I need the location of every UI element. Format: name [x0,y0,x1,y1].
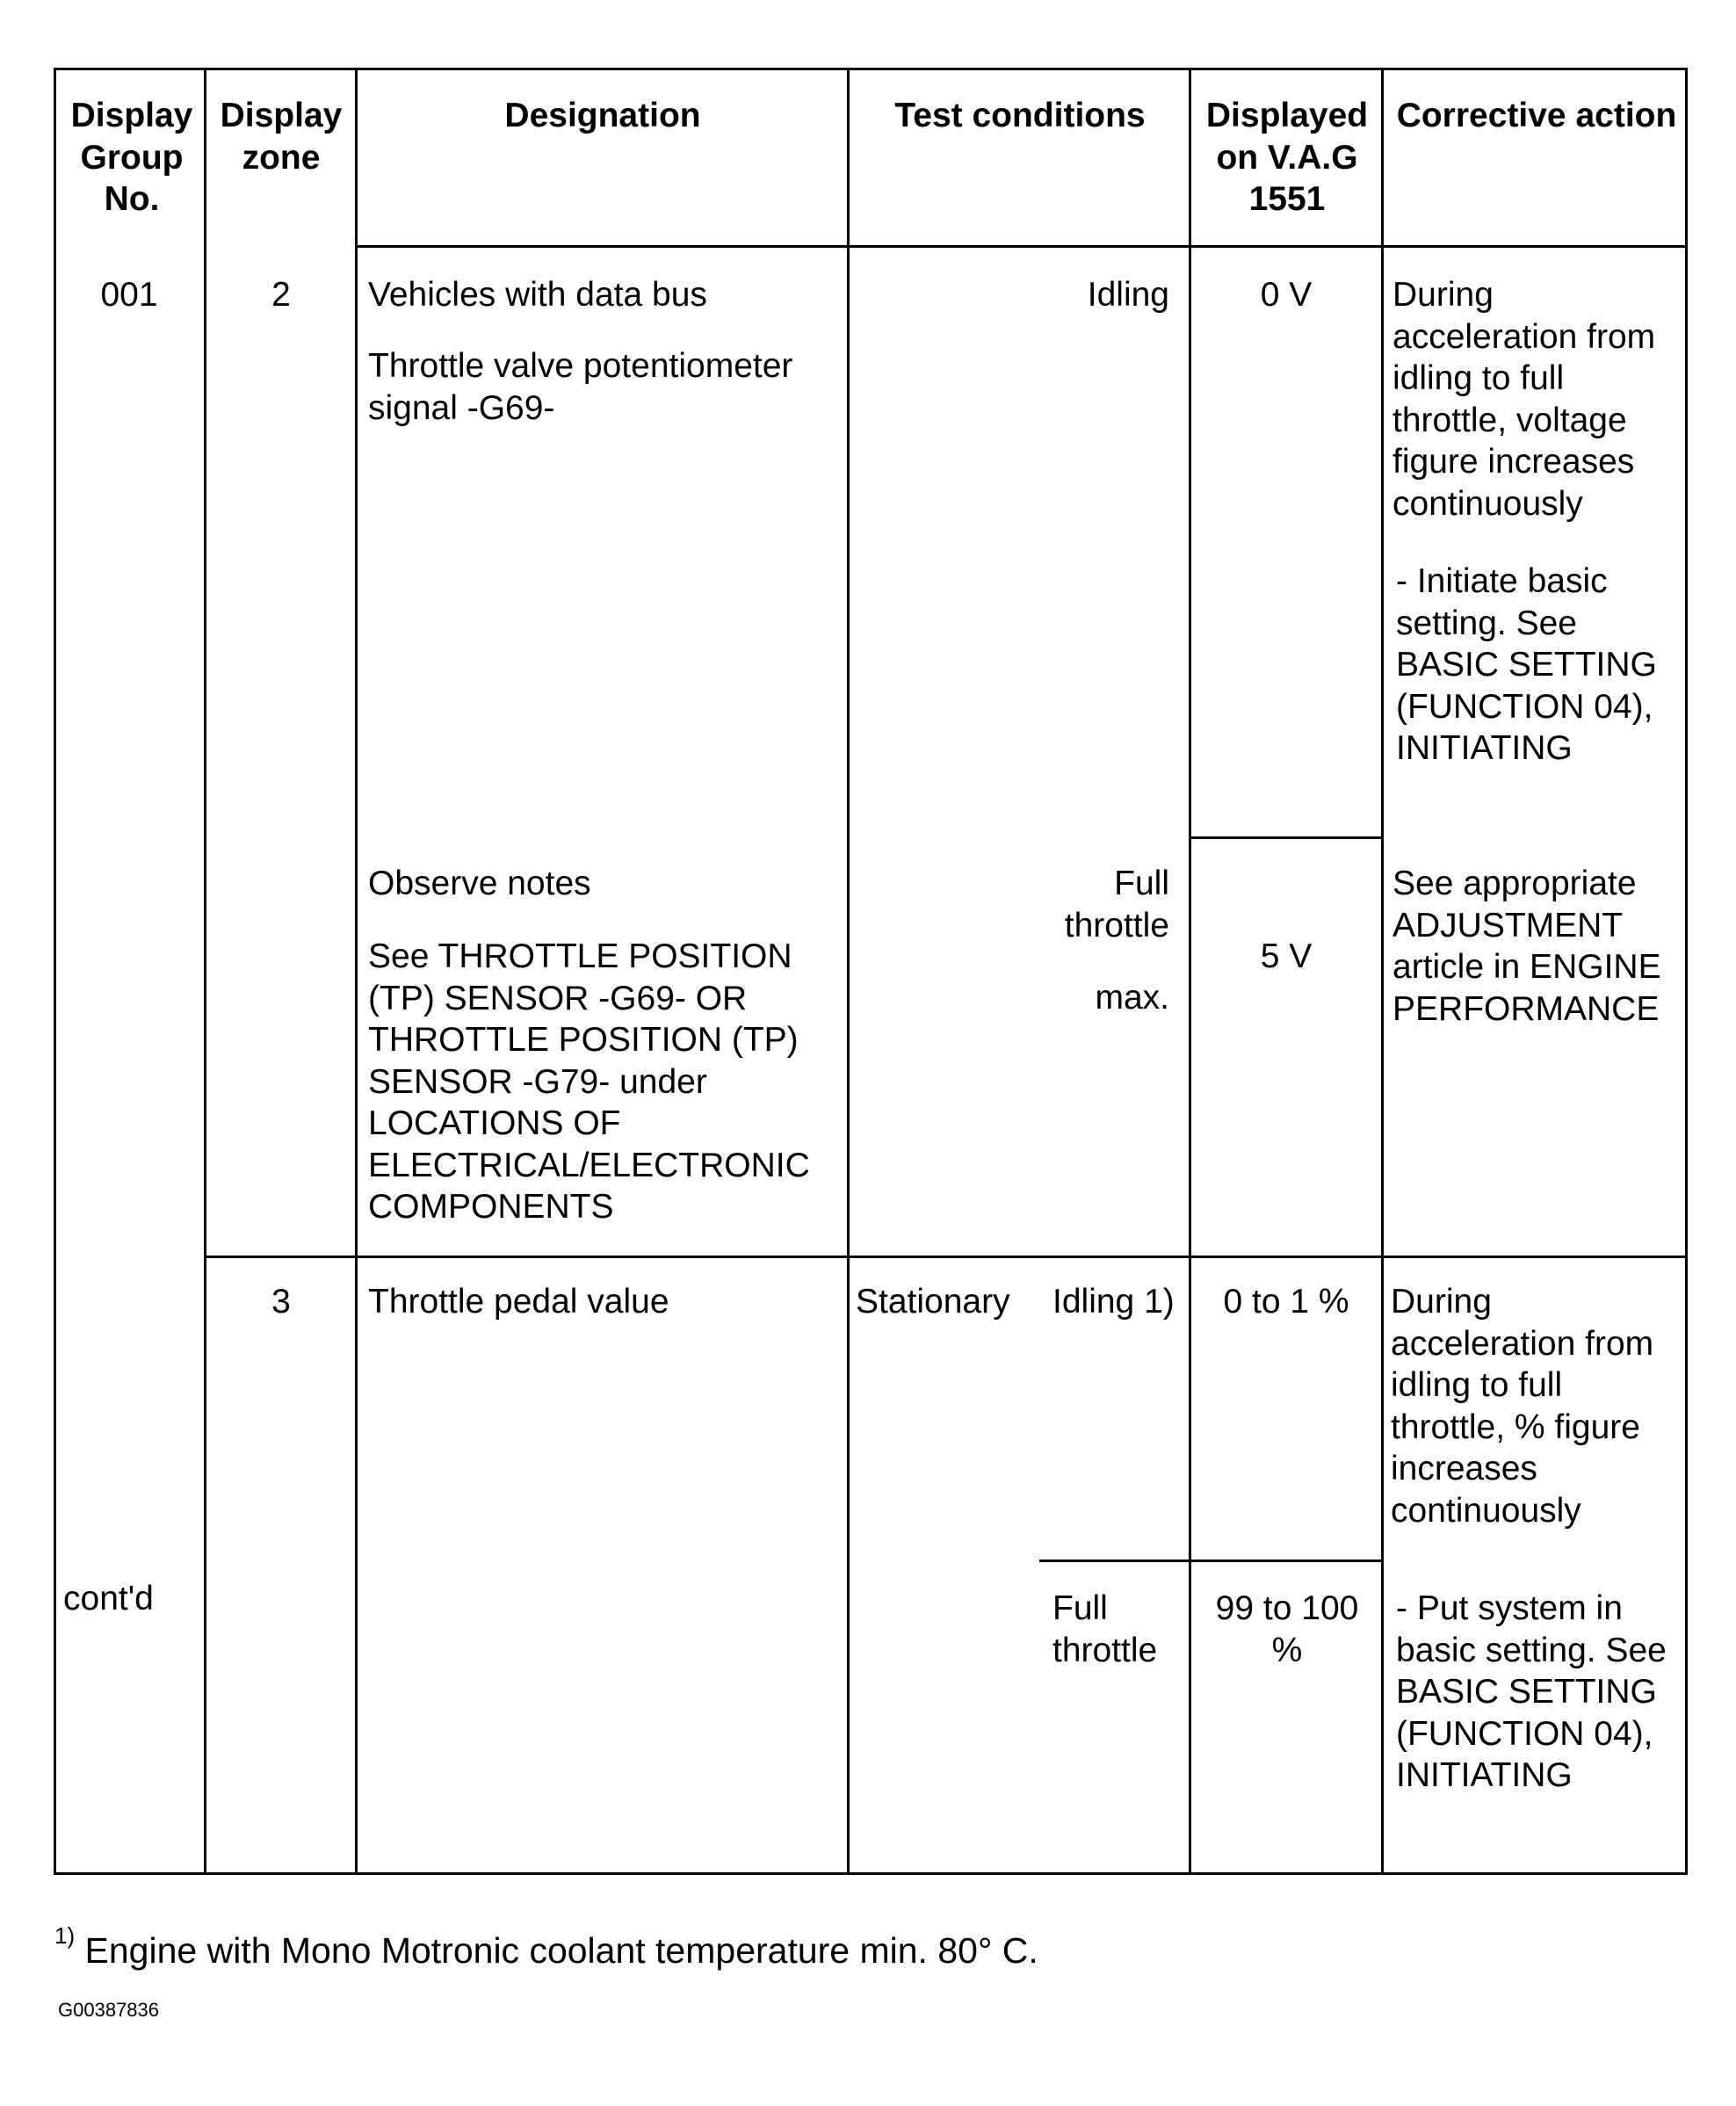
zone-3-idle-action: During acceleration from idling to full throttle, % figure increases continuously [1391,1283,1654,1530]
header-test-conditions: Test conditions [894,97,1146,134]
footnote-marker: 1) [54,1922,76,1949]
table-border-right [1685,68,1688,1875]
zone-3-full-action: - Put system in basic setting. See BASIC SETTING (FUNCTION 04), INITIATING [1396,1589,1667,1794]
table-border-left [54,68,56,1875]
zone-2-idle-value: 0 V [1260,276,1313,314]
header-bottom-line [356,245,1688,248]
zone-2-full-condition-note: max. [1095,979,1169,1017]
zone-3-idle-condition: Idling 1) [1052,1283,1175,1321]
zone-3-stationary-condition: Stationary [856,1283,1010,1321]
header-designation: Designation [504,97,701,134]
zone-2-idle-action-1: During acceleration from idling to full throttle, voltage figure increases continuously [1392,276,1656,523]
zone-3-idle-value: 0 to 1 % [1223,1283,1349,1321]
zone-2-designation-line2: Throttle valve potentiometer signal -G69- [368,347,793,427]
zone-3-full-condition: Full throttle [1052,1589,1158,1669]
zone-3-full-value: 99 to 100 % [1215,1589,1359,1669]
header-corrective-action: Corrective action [1396,97,1677,134]
zone-2-full-condition: Full throttle [1064,865,1169,944]
table-border-bottom [54,1872,1688,1875]
zone-2-full-value: 5 V [1260,937,1313,975]
zone-2-designation-line1: Vehicles with data bus [368,276,707,314]
display-group-contd: cont'd [63,1580,154,1617]
header-display-zone: Display zone [220,97,343,177]
zone-3-number: 3 [271,1283,291,1321]
footnote [54,1922,1038,1972]
header-display-group: Display Group No. [70,97,193,218]
zone2-value-divider [1190,836,1382,839]
zone-2-idle-condition: Idling [1087,276,1169,314]
col-divider-corrective [1381,68,1384,1875]
zone3-condition-divider [1039,1560,1382,1562]
zone-2-number: 2 [271,276,291,314]
table-border-top [54,68,1688,70]
zone-divider-line [205,1256,1688,1258]
footnote-text: Engine with Mono Motronic coolant temperature min. 80° C. [84,1930,1038,1971]
diagnostic-table [54,68,1688,1875]
zone-2-observe-notes: Observe notes [368,865,591,902]
zone-2-idle-action-2: - Initiate basic setting. See BASIC SETTING (FUNCTION 04), INITIATING [1396,562,1657,767]
header-displayed: Displayed on V.A.G 1551 [1205,97,1369,218]
display-group-value: 001 [100,276,158,314]
zone-2-full-action: See appropriate ADJUSTMENT article in ENGINE PERFORMANCE [1392,865,1661,1028]
col-divider-conditions [847,68,850,1875]
col-divider-zone [204,68,206,1875]
col-divider-designation [355,68,358,1875]
zone-2-sensor-reference: See THROTTLE POSITION (TP) SENSOR -G69- OR THROTTLE POSITION (TP) SENSOR -G79- under LOCATIONS OF ELECTRICAL/ELECTRONIC COMPONENTS [368,937,810,1226]
zone-3-designation: Throttle pedal value [368,1283,669,1321]
figure-code: G00387836 [58,1999,159,2021]
